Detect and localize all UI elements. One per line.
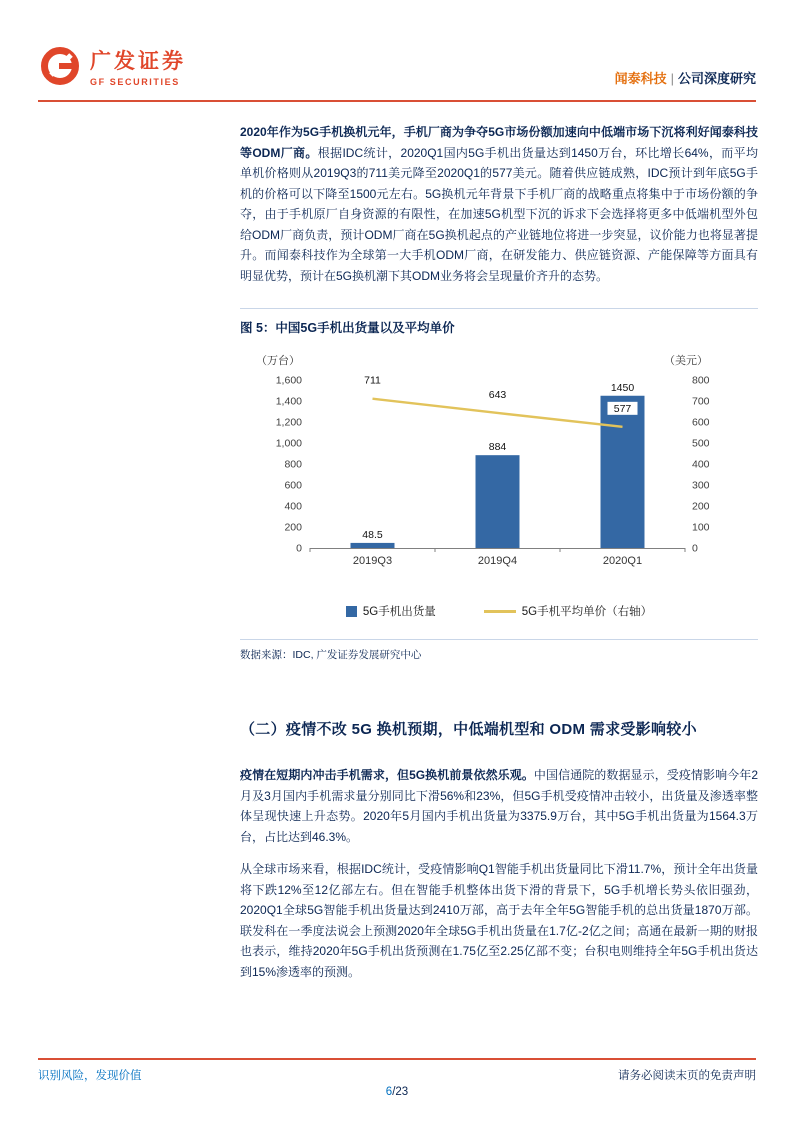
page-number	[38, 1086, 756, 1098]
legend-bar-swatch-icon	[346, 606, 357, 617]
paragraph-covid	[240, 765, 758, 847]
left-axis-tick: 0	[296, 542, 302, 555]
left-axis-tick: 800	[284, 458, 302, 471]
page-number-total: 23	[395, 1086, 409, 1098]
figure-chart	[240, 340, 758, 577]
bar-5g-shipments	[476, 455, 520, 548]
right-axis-tick: 700	[692, 395, 710, 408]
page-header	[38, 44, 756, 93]
paragraph-covid-body: 中国信通院的数据显示，受疫情影响今年2月及3月国内手机需求量分别同比下滑56%和23%，但5G手机受疫情冲击较小，出货量及渗透率整体呈现快速上升态势。2020年5月国内手机出货量为3375.9万台，其中5G手机出货量为1564.3万台，占比达到46.3%。	[240, 768, 758, 844]
legend-label: 5G手机平均单价（右轴）	[521, 606, 653, 618]
bar-value-label: 1450	[610, 381, 635, 394]
legend-line-swatch-icon	[484, 610, 516, 613]
figure-source: 数据来源：IDC, 广发证券发展研究中心	[240, 639, 758, 662]
footer-disclaimer: 请务必阅读末页的免责声明	[618, 1070, 756, 1082]
right-axis-tick: 600	[692, 416, 710, 429]
right-axis-unit: （美元）	[664, 355, 708, 367]
bar-5g-shipments	[351, 543, 395, 548]
legend-item	[484, 603, 652, 619]
page-number-sep: /	[392, 1086, 396, 1098]
left-axis-tick: 400	[284, 500, 302, 513]
paragraph-intro-lead: 2020年作为5G手机换机元年，手机厂商为争夺5G市场份额加速向中低端市场下沉将利好闻泰科技等ODM厂商。	[240, 125, 758, 160]
paragraph-intro	[240, 122, 758, 286]
left-axis-tick: 1,000	[275, 437, 302, 450]
left-axis-tick: 200	[284, 521, 302, 534]
brand-text	[90, 50, 186, 86]
report-header-title	[615, 68, 756, 93]
left-axis-tick: 1,200	[275, 416, 302, 429]
x-axis-category: 2019Q3	[352, 555, 393, 567]
x-axis-category: 2020Q1	[602, 555, 643, 567]
left-axis-unit: （万台）	[256, 355, 300, 367]
bar-line-chart	[240, 340, 760, 572]
line-value-label: 711	[364, 374, 381, 387]
report-type: 公司深度研究	[677, 71, 756, 86]
gf-logo-icon	[38, 44, 82, 93]
page-footer	[38, 1058, 756, 1098]
footer-row	[38, 1067, 756, 1083]
report-body	[240, 122, 758, 994]
footer-rule	[38, 1058, 756, 1060]
paragraph-intro-body: 根据IDC统计，2020Q1国内5G手机出货量达到1450万台，环比增长64%，而平均单机价格则从2019Q3的711美元降至2020Q1的577美元。随着供应链成熟，IDC预计到年底5G手机的价格可以下降至1500元左右。5G换机元年背景下手机厂商的战略重点将集中于市场份额的争夺，由于手机原厂自身资源的有限性，在加速5G机型下沉的诉求下会选择将更多中低端机型外包给ODM厂商负责，预计ODM厂商在5G换机起点的产业链地位将进一步突显，议价能力也将显著提升。而闻泰科技作为全球第一大手机ODM厂商，在研发能力、供应链资源、产能保障等方面具有明显优势，预计在5G换机潮下其ODM业务将会呈现量价齐升的态势。	[240, 145, 758, 283]
right-axis-tick: 800	[692, 374, 710, 387]
paragraph-global: 从全球市场来看，根据IDC统计，受疫情影响Q1智能手机出货量同比下滑11.7%，预计全年出货量将下跌12%至12亿部左右。但在智能手机整体出货下滑的背景下，5G手机增长势头依旧强劲，2020Q1全球5G智能手机出货量达到2410万部，高于去年全年5G智能手机的总出货量1870万部。联发科在一季度法说会上预测2020年全球5G手机出货量在1.7亿-2亿之间；高通在最新一期的财报也表示，维持2020年5G手机出货预测在1.75亿至2.25亿部不变；台积电则维持全年5G手机出货达到15%渗透率的预测。	[240, 862, 758, 979]
brand-name-en: GF SECURITIES	[90, 76, 180, 87]
footer-slogan: 识别风险，发现价值	[38, 1070, 142, 1082]
paragraph-covid-lead: 疫情在短期内冲击手机需求，但5G换机前景依然乐观。	[240, 768, 534, 782]
legend-item	[346, 603, 436, 619]
x-axis-category: 2019Q4	[477, 555, 518, 567]
header-title-divider: |	[670, 71, 674, 86]
figure-5	[240, 308, 758, 662]
left-axis-tick: 1,600	[275, 374, 302, 387]
right-axis-tick: 500	[692, 437, 710, 450]
chart-legend	[240, 603, 758, 619]
header-rule	[38, 100, 756, 102]
right-axis-tick: 200	[692, 500, 710, 513]
left-axis-tick: 600	[284, 479, 302, 492]
line-5g-asp	[373, 399, 623, 427]
bar-5g-shipments	[601, 396, 645, 548]
bar-value-label: 884	[488, 441, 507, 454]
line-value-label: 577	[613, 402, 632, 415]
bar-value-label: 48.5	[362, 528, 383, 541]
legend-label: 5G手机出货量	[362, 606, 436, 618]
right-axis-tick: 300	[692, 479, 710, 492]
page-number-current: 6	[385, 1086, 393, 1098]
left-axis-tick: 1,400	[275, 395, 302, 408]
figure-title: 图 5：中国5G手机出货量以及平均单价	[240, 308, 758, 336]
brand-name-cn: 广发证券	[90, 50, 186, 74]
right-axis-tick: 400	[692, 458, 710, 471]
right-axis-tick: 100	[692, 521, 710, 534]
line-value-label: 643	[488, 388, 507, 401]
company-name: 闻泰科技	[614, 71, 667, 86]
gf-securities-logo	[38, 44, 186, 93]
right-axis-tick: 0	[692, 542, 698, 555]
section-heading: （二）疫情不改 5G 换机预期，中低端机型和 ODM 需求受影响较小	[240, 721, 697, 738]
